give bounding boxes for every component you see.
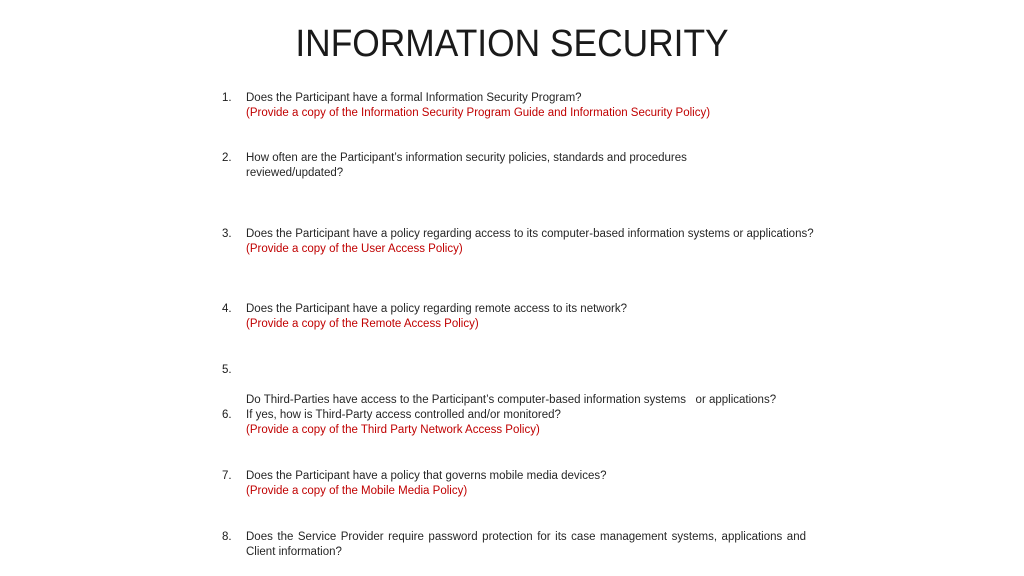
question-text: Does the Participant have a formal Information Security Program? — [246, 92, 582, 104]
question-number: 1. — [222, 92, 232, 104]
question-text: How often are the Participant’s information security policies, standards and procedures reviewed/updated? — [246, 152, 687, 180]
question-number: 5. — [222, 364, 232, 376]
slide-title: INFORMATION SECURITY — [295, 23, 729, 65]
question-note: (Provide a copy of the Information Security Program Guide and Information Security Policy) — [246, 107, 711, 120]
question-item-3 — [222, 227, 862, 257]
question-item-7 — [222, 469, 862, 499]
question-note: (Provide a copy of the Third Party Network Access Policy) — [246, 424, 540, 437]
question-number: 7. — [222, 470, 232, 482]
question-item-6 — [222, 408, 862, 438]
question-number: 2. — [222, 152, 232, 164]
question-note: (Provide a copy of the User Access Policy) — [246, 243, 463, 256]
question-note: (Provide a copy of the Remote Access Policy) — [246, 318, 479, 331]
question-note: (Provide a copy of the Mobile Media Policy) — [246, 485, 468, 498]
question-item-4 — [222, 302, 862, 332]
question-number: 6. — [222, 409, 232, 421]
question-text: Do Third-Parties have access to the Participant’s computer-based information systems or applications? — [246, 394, 777, 407]
question-item-8 — [222, 530, 862, 560]
question-text: Does the Participant have a policy that governs mobile media devices? — [246, 470, 607, 482]
question-text: If yes, how is Third-Party access controlled and/or monitored? — [246, 409, 561, 421]
question-item-2 — [222, 151, 862, 181]
question-number: 3. — [222, 228, 232, 240]
question-item-1 — [222, 91, 862, 121]
question-number: 8. — [222, 531, 232, 543]
question-number: 4. — [222, 303, 232, 315]
question-text: Does the Participant have a policy regarding access to its computer-based information systems or applications? — [246, 228, 814, 240]
question-text: Does the Participant have a policy regarding remote access to its network? — [246, 303, 627, 315]
question-text: Does the Service Provider require password protection for its case management systems, applications and Client information? — [246, 531, 806, 559]
